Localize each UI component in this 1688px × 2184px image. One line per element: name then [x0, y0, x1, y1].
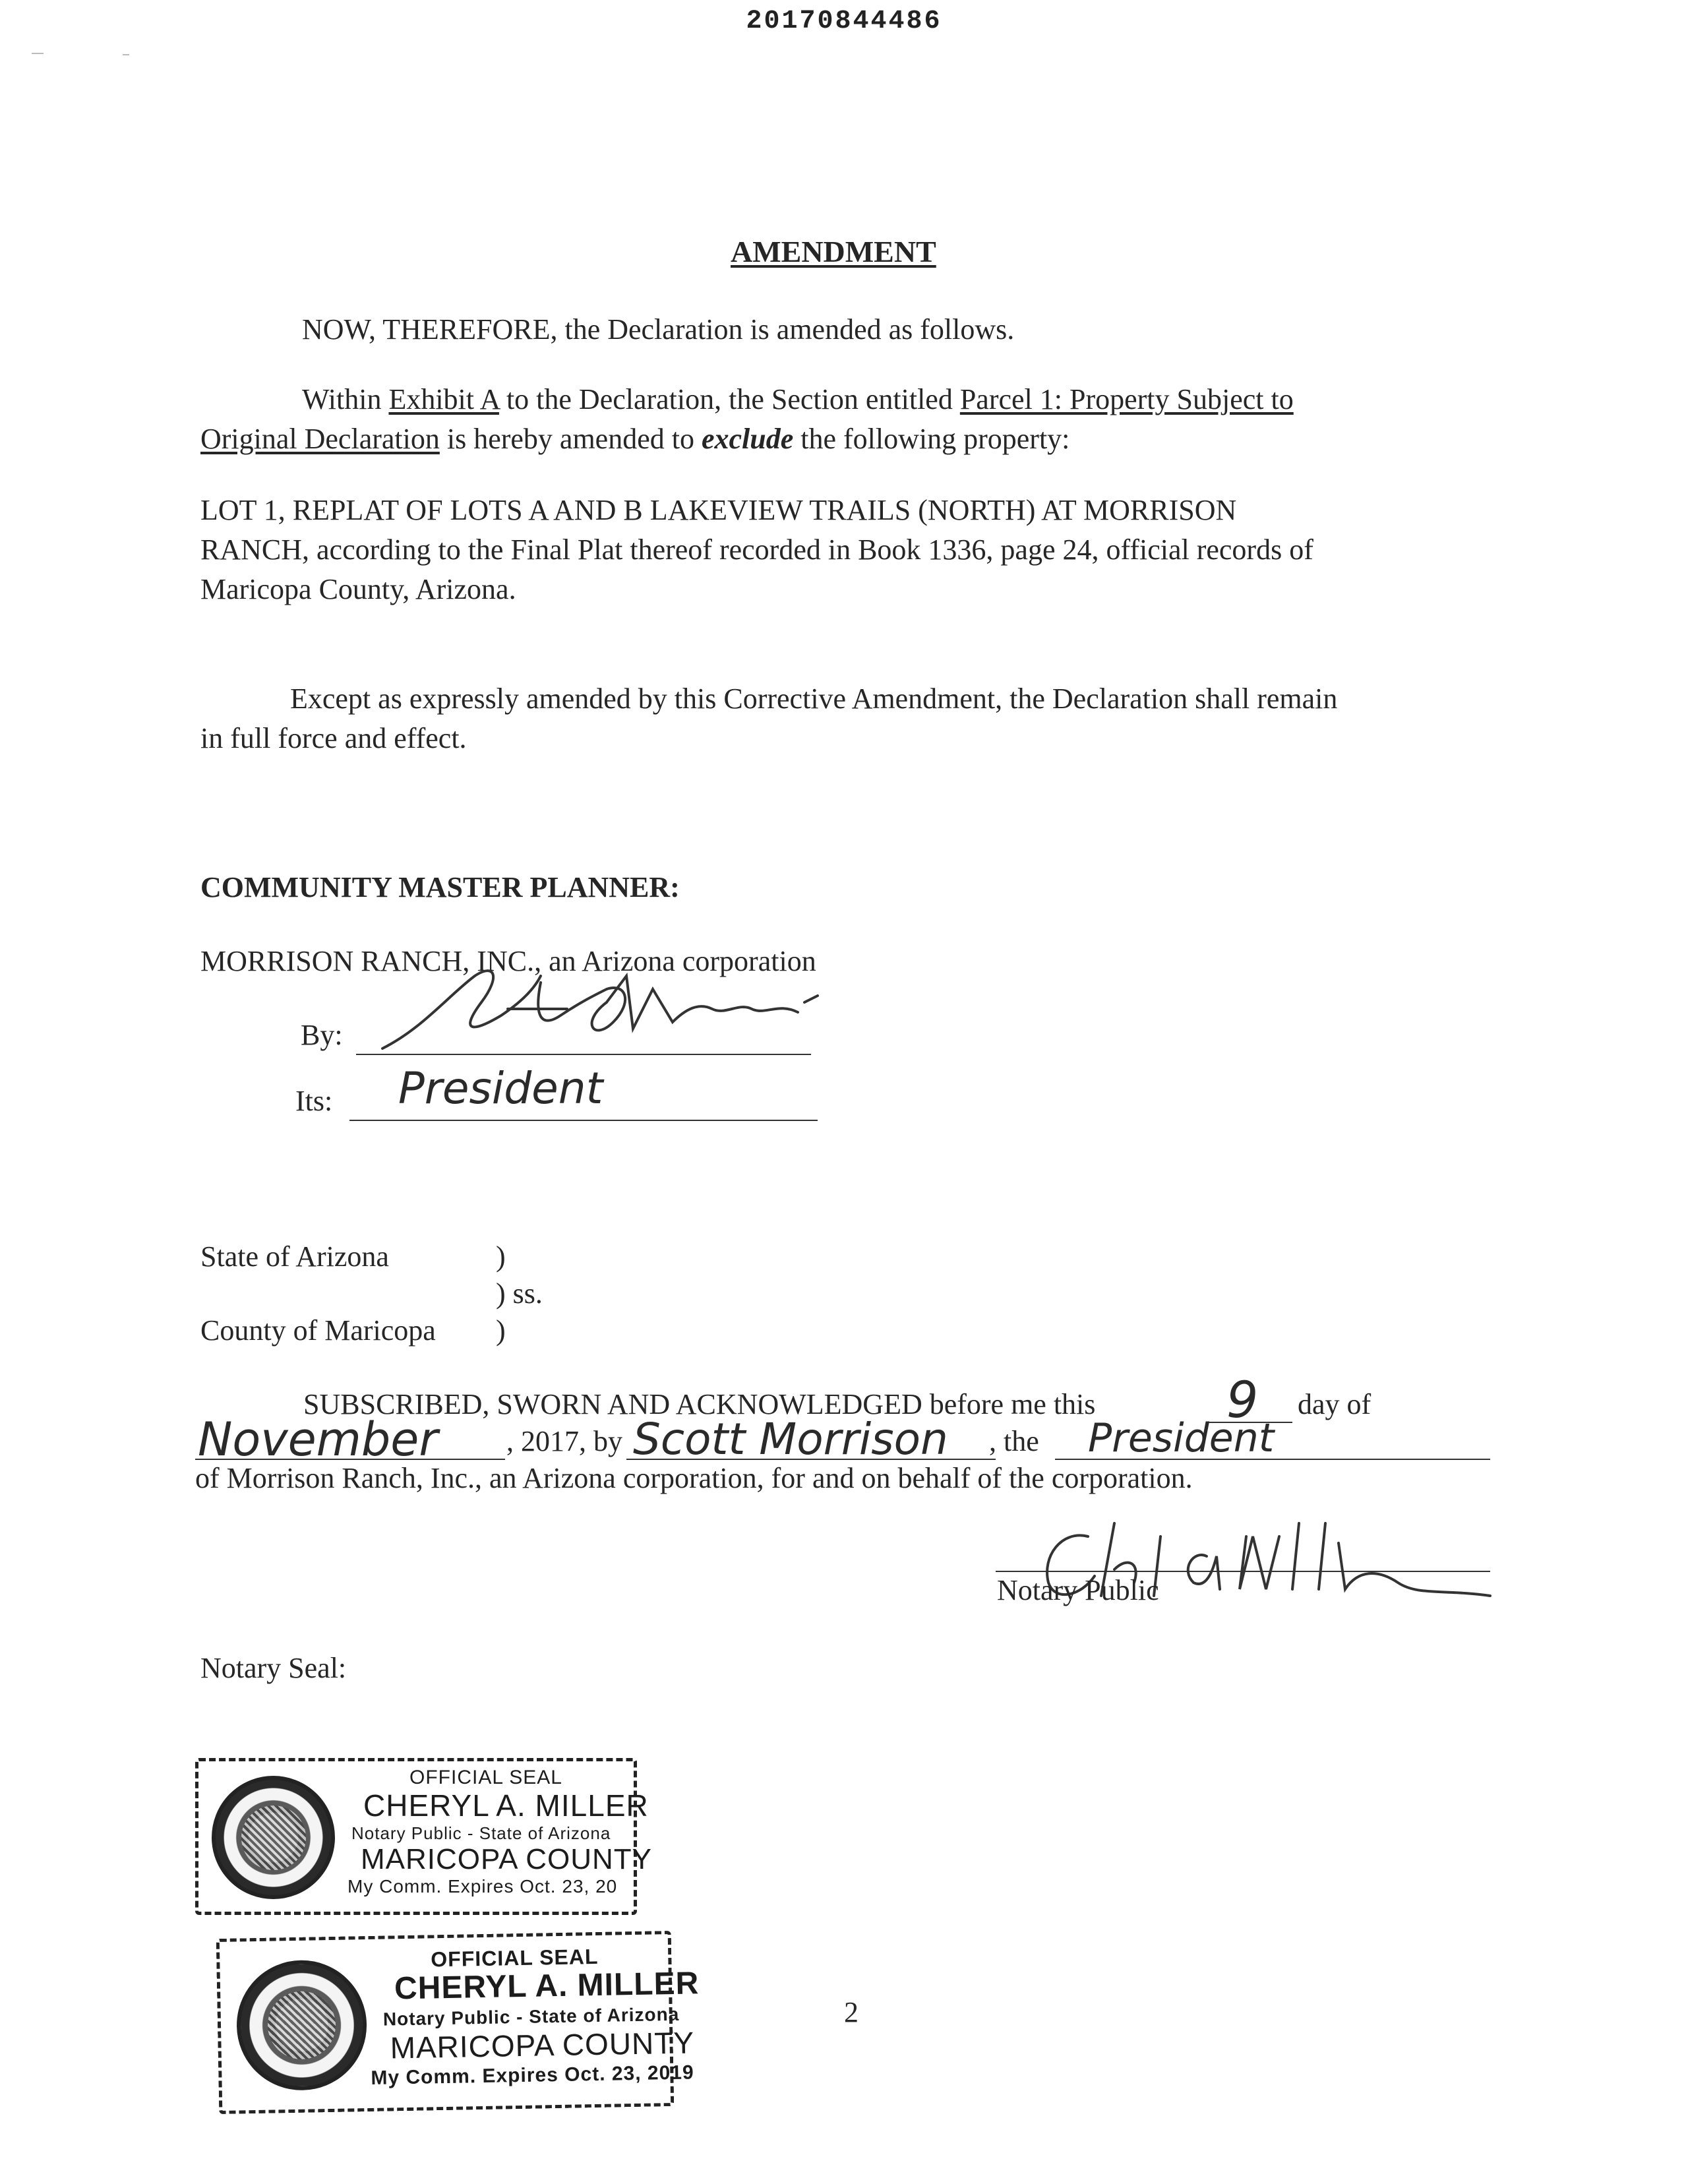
- notary-stamp-2: [216, 1931, 700, 2114]
- recording-number: 20170844486: [746, 7, 942, 36]
- venue-paren: ): [496, 1314, 506, 1347]
- its-label: Its:: [295, 1085, 333, 1117]
- text: is hereby amended to: [446, 423, 694, 455]
- legal-description-line: LOT 1, REPLAT OF LOTS A AND B LAKEVIEW TRAILS (NORTH) AT MORRISON: [200, 494, 1237, 526]
- company-line: MORRISON RANCH, INC., an Arizona corporation: [200, 945, 816, 977]
- stamp-name: CHERYL A. MILLER: [363, 1788, 649, 1823]
- ack-name-handwritten: Scott Morrison: [633, 1414, 948, 1465]
- ack-day-handwritten: 9: [1226, 1370, 1259, 1429]
- stamp-official-seal: OFFICIAL SEAL: [409, 1767, 562, 1788]
- arizona-state-seal-icon: [235, 1959, 367, 2091]
- parcel-reference: Parcel 1: Property Subject to: [959, 383, 1294, 415]
- by-label: By:: [301, 1019, 343, 1051]
- venue-county: County of Maricopa: [200, 1314, 436, 1347]
- its-line: [349, 1120, 818, 1121]
- notary-stamp-1: [195, 1758, 653, 1915]
- text: to the Declaration, the Section entitled: [506, 383, 953, 415]
- exhibit-paragraph-line2: [200, 419, 1070, 459]
- except-clause-line: Except as expressly amended by this Corrective Amendment, the Declaration shall remain: [290, 682, 1338, 715]
- venue-paren: ): [496, 1240, 506, 1273]
- exclude-emphasis: exclude: [701, 423, 794, 455]
- scan-mark: [32, 53, 44, 54]
- stamp-official-seal: OFFICIAL SEAL: [431, 1944, 599, 1972]
- exhibit-reference: Exhibit A: [388, 383, 499, 415]
- ack-the: , the: [989, 1425, 1039, 1457]
- ack-line3: of Morrison Ranch, Inc., an Arizona corporation, for and on behalf of the corporation.: [195, 1462, 1193, 1494]
- text: Within: [302, 383, 382, 415]
- page-number: 2: [844, 1996, 859, 2028]
- its-title-handwritten: President: [398, 1063, 603, 1114]
- notary-public-label: Notary Public: [997, 1574, 1159, 1606]
- page-title: AMENDMENT: [731, 235, 936, 268]
- legal-description-line: RANCH, according to the Final Plat thereof recorded in Book 1336, page 24, official records of: [200, 533, 1313, 566]
- stamp-notary-state: Notary Public - State of Arizona: [351, 1823, 611, 1843]
- stamp-name: CHERYL A. MILLER: [394, 1966, 700, 2007]
- intro-paragraph: NOW, THEREFORE, the Declaration is amended as follows.: [302, 313, 1015, 346]
- planner-heading: COMMUNITY MASTER PLANNER:: [200, 871, 680, 903]
- ack-day-of: day of: [1298, 1388, 1372, 1420]
- arizona-state-seal-icon: [212, 1776, 335, 1899]
- stamp-expires: My Comm. Expires Oct. 23, 2019: [371, 2061, 694, 2089]
- ack-line1: SUBSCRIBED, SWORN AND ACKNOWLEDGED before me this: [303, 1388, 1096, 1420]
- stamp-expires: My Comm. Expires Oct. 23, 20: [347, 1876, 618, 1896]
- signature-scott-morrison: [343, 950, 870, 1068]
- stamp-notary-state: Notary Public - State of Arizona: [382, 2003, 680, 2030]
- stamp-county: MARICOPA COUNTY: [361, 1843, 653, 1875]
- ack-title-handwritten: President: [1088, 1415, 1275, 1461]
- except-clause-line: in full force and effect.: [200, 722, 467, 754]
- parcel-reference-cont: Original Declaration: [200, 423, 440, 455]
- notary-seal-label: Notary Seal:: [200, 1652, 347, 1684]
- legal-description-line: Maricopa County, Arizona.: [200, 573, 516, 605]
- exhibit-paragraph-line1: [302, 380, 1294, 419]
- scan-mark: [123, 54, 129, 55]
- venue-state: State of Arizona: [200, 1240, 389, 1273]
- ack-month-handwritten: November: [198, 1412, 438, 1467]
- stamp-county: MARICOPA COUNTY: [390, 2025, 695, 2065]
- venue-ss: ) ss.: [496, 1277, 543, 1310]
- ack-year-by: , 2017, by: [506, 1425, 622, 1457]
- text: the following property:: [800, 423, 1070, 455]
